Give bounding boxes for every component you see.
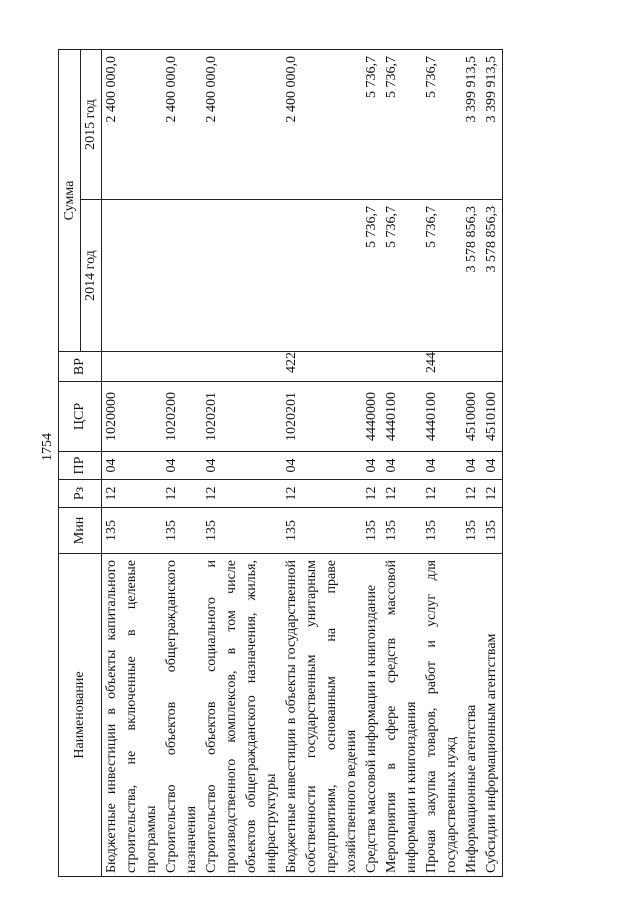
cell-pr: 04: [382, 452, 422, 480]
cell-vr: [202, 352, 282, 382]
cell-vr: [382, 352, 422, 382]
cell-y2015: 5 736,7: [382, 50, 422, 200]
document-sheet: [58, 50, 600, 877]
cell-y2014: 3 578 856,3: [482, 200, 503, 352]
cell-vr: [462, 352, 482, 382]
cell-y2014: 5 736,7: [362, 200, 382, 352]
cell-csr: 1020201: [282, 382, 362, 452]
cell-y2014: [162, 200, 202, 352]
cell-name: Бюджетные инвестиции в объекты государственной собственности государственным унитарным предприятиям, основанным на праве хозяйственного ведения: [282, 554, 362, 877]
header-2014: 2014 год: [81, 200, 102, 352]
cell-y2015: 2 400 000,0: [102, 50, 163, 200]
cell-rz: 12: [422, 480, 462, 508]
cell-csr: 1020201: [202, 382, 282, 452]
table-row: [102, 50, 163, 877]
cell-pr: 04: [282, 452, 362, 480]
cell-pr: 04: [162, 452, 202, 480]
cell-name: Строительство объектов общегражданского назначения: [162, 554, 202, 877]
cell-y2015: 2 400 000,0: [162, 50, 202, 200]
header-rz: Рз: [59, 480, 102, 508]
cell-vr: [102, 352, 163, 382]
cell-y2014: [282, 200, 362, 352]
cell-csr: 1020200: [162, 382, 202, 452]
cell-min: 135: [362, 508, 382, 554]
cell-min: 135: [162, 508, 202, 554]
cell-y2015: 2 400 000,0: [202, 50, 282, 200]
cell-name: Субсидии информационным агентствам: [482, 554, 503, 877]
cell-pr: 04: [462, 452, 482, 480]
cell-rz: 12: [482, 480, 503, 508]
cell-y2015: 3 399 913,5: [462, 50, 482, 200]
cell-y2015: 3 399 913,5: [482, 50, 503, 200]
table-body: [102, 50, 503, 877]
cell-vr: 422: [282, 352, 362, 382]
cell-rz: 12: [462, 480, 482, 508]
cell-y2014: 5 736,7: [422, 200, 462, 352]
cell-min: 135: [202, 508, 282, 554]
cell-min: 135: [482, 508, 503, 554]
cell-y2014: 3 578 856,3: [462, 200, 482, 352]
header-sum: Сумма: [59, 50, 81, 352]
header-name: Наименование: [59, 554, 102, 877]
cell-y2014: 5 736,7: [382, 200, 422, 352]
cell-min: 135: [102, 508, 163, 554]
table-row: [482, 50, 503, 877]
cell-name: Мероприятия в сфере средств массовой информации и книгоиздания: [382, 554, 422, 877]
header-pr: ПР: [59, 452, 102, 480]
cell-csr: 4510000: [462, 382, 482, 452]
cell-pr: 04: [482, 452, 503, 480]
cell-y2014: [202, 200, 282, 352]
cell-csr: 4510100: [482, 382, 503, 452]
cell-name: Бюджетные инвестиции в объекты капитального строительства, не включенные в целевые программы: [102, 554, 163, 877]
page-number: 1754: [40, 433, 55, 461]
cell-pr: 04: [422, 452, 462, 480]
cell-y2015: 2 400 000,0: [282, 50, 362, 200]
cell-name: Средства массовой информации и книгоиздание: [362, 554, 382, 877]
cell-rz: 12: [362, 480, 382, 508]
cell-pr: 04: [102, 452, 163, 480]
cell-min: 135: [462, 508, 482, 554]
budget-table: [58, 49, 503, 877]
table-row: [202, 50, 282, 877]
cell-vr: [162, 352, 202, 382]
table-row: [162, 50, 202, 877]
cell-y2015: 5 736,7: [362, 50, 382, 200]
cell-pr: 04: [362, 452, 382, 480]
header-2015: 2015 год: [81, 50, 102, 200]
cell-min: 135: [422, 508, 462, 554]
cell-rz: 12: [202, 480, 282, 508]
cell-vr: [482, 352, 503, 382]
cell-csr: 4440000: [362, 382, 382, 452]
cell-rz: 12: [282, 480, 362, 508]
cell-rz: 12: [162, 480, 202, 508]
table-row: [382, 50, 422, 877]
cell-name: Информационные агентства: [462, 554, 482, 877]
table-row: [282, 50, 362, 877]
table-row: [422, 50, 462, 877]
cell-name: Строительство объектов социального и производственного комплексов, в том числе объектов общегражданского назначения, жилья, инфраструктуры: [202, 554, 282, 877]
cell-y2014: [102, 200, 163, 352]
cell-rz: 12: [382, 480, 422, 508]
cell-name: Прочая закупка товаров, работ и услуг для государственных нужд: [422, 554, 462, 877]
cell-vr: 244: [422, 352, 462, 382]
cell-min: 135: [382, 508, 422, 554]
cell-csr: 4440100: [422, 382, 462, 452]
cell-y2015: 5 736,7: [422, 50, 462, 200]
header-vr: ВР: [59, 352, 102, 382]
cell-vr: [362, 352, 382, 382]
header-min: Мин: [59, 508, 102, 554]
cell-rz: 12: [102, 480, 163, 508]
table-row: [362, 50, 382, 877]
header-csr: ЦСР: [59, 382, 102, 452]
table-row: [462, 50, 482, 877]
cell-csr: 1020000: [102, 382, 163, 452]
cell-csr: 4440100: [382, 382, 422, 452]
cell-min: 135: [282, 508, 362, 554]
cell-pr: 04: [202, 452, 282, 480]
